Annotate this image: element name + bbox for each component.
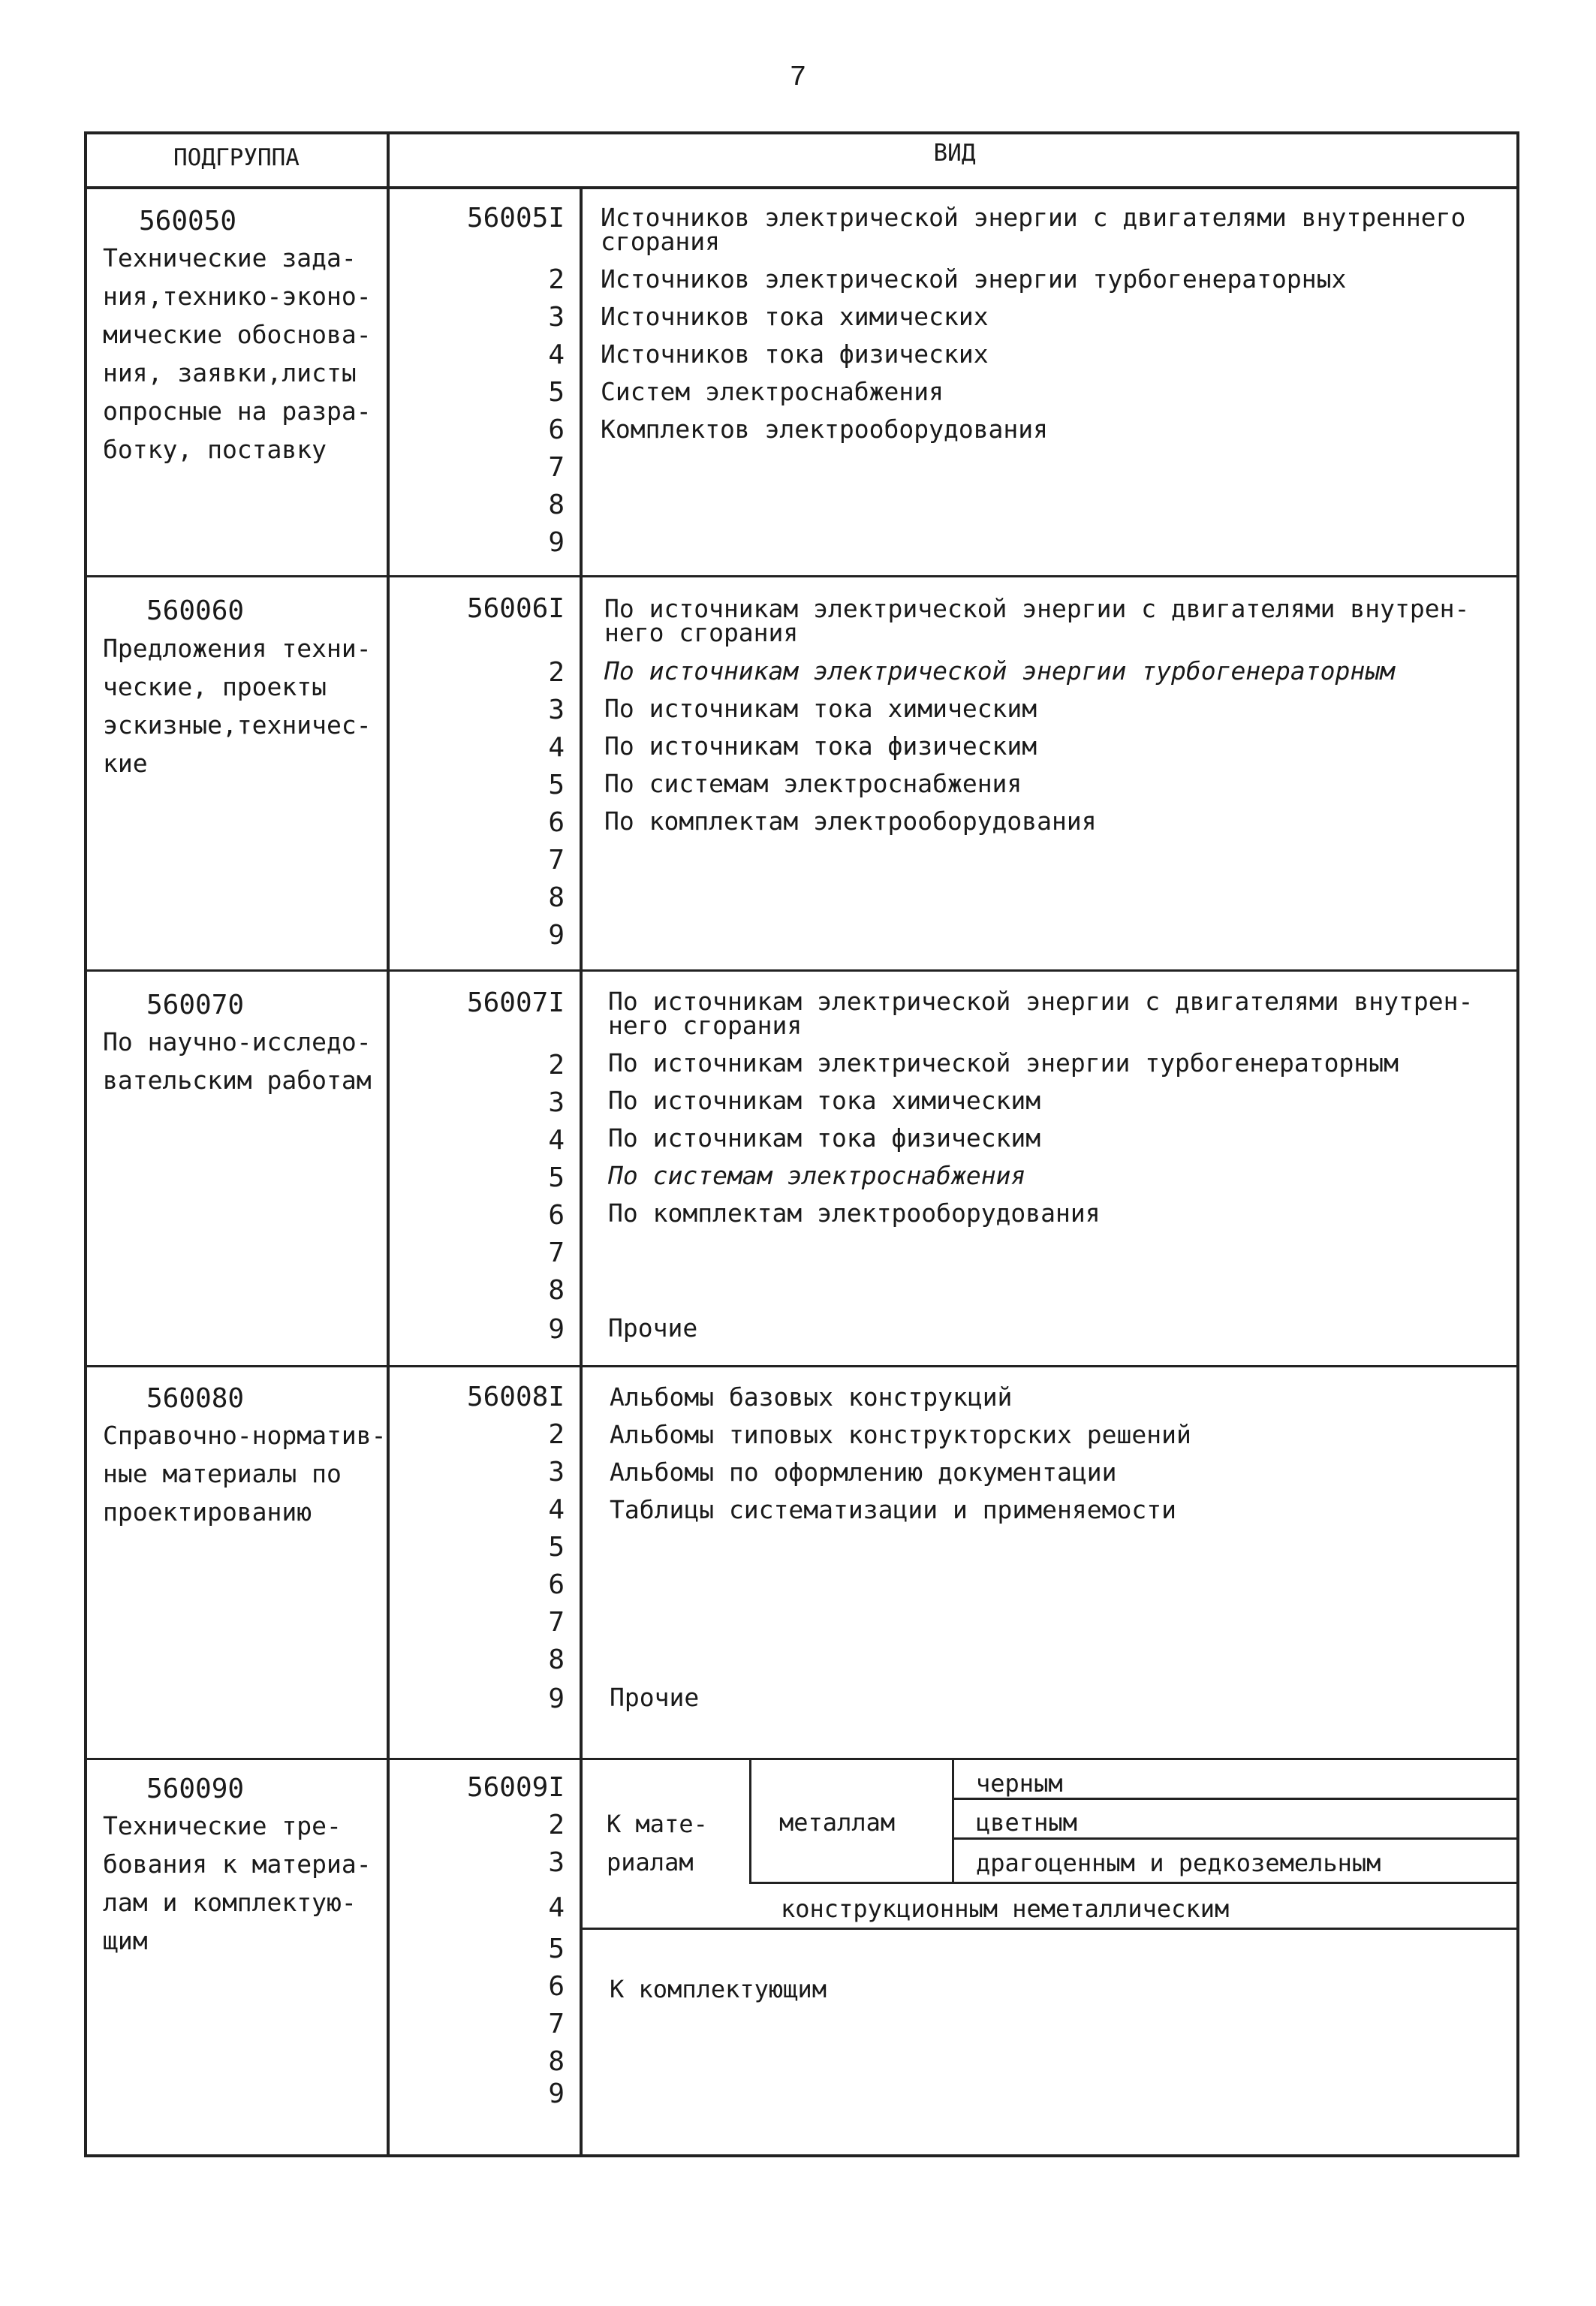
item-code: 56008I [466,1382,565,1412]
group-code: 560070 [146,990,245,1020]
item-number: 9 [548,2078,565,2109]
group-title: Предложения техни- ческие, проекты эскизные,техничес- кие [103,634,372,778]
item-number: 2 [548,657,565,688]
item-number: 5 [548,770,565,800]
type-item: Источников тока химических [601,302,989,331]
type-item: По источникам электрической энергии турбогенераторным [604,656,1395,686]
item-number: 8 [548,1275,565,1306]
item-number: 2 [548,264,565,295]
type-item: По источникам электрической энергии турбогенераторным [608,1048,1399,1078]
item-number: 6 [548,1200,565,1231]
type-item: По источникам электрической энергии с двигателями внутрен- него сгорания [604,594,1470,647]
item-number: 4 [548,1125,565,1156]
item-number: 3 [548,695,565,725]
row-divider [84,1758,1519,1760]
type-item-other: Прочие [608,1313,698,1343]
item-number: 7 [548,1607,565,1638]
item-number: 6 [548,414,565,445]
item-code: 56007I [466,987,565,1018]
type-item: По системам электроснабжения [604,769,1022,798]
item-number: 5 [548,377,565,408]
column-divider [387,131,390,2157]
item-number: 7 [548,1237,565,1268]
group-code: 560060 [146,595,245,626]
item-number: 8 [548,490,565,520]
item-number: 6 [548,1971,565,2002]
item-number: 3 [548,1087,565,1118]
type-item: Комплектов электрооборудования [601,414,1049,444]
subtable-divider [749,1759,751,1883]
subtable-divider [749,1882,1519,1884]
item-number: 9 [548,920,565,951]
row-divider [84,575,1519,577]
nonmetal-label: конструкционным неметаллическим [781,1895,1230,1923]
subtable-divider [952,1837,1519,1840]
type-item: По системам электроснабжения [608,1161,1026,1190]
item-number: 3 [548,1847,565,1878]
item-number: 8 [548,1644,565,1675]
group-title: По научно-исследо- вательским работам [103,1027,372,1095]
item-number: 5 [548,1532,565,1563]
type-item: Альбомы по оформлению документации [610,1457,1117,1487]
type-item: По комплектам электрооборудования [608,1198,1101,1228]
item-number: 5 [548,1162,565,1193]
type-item: По источникам электрической энергии с двигателями внутрен- него сгорания [608,987,1474,1040]
group-code: 560050 [139,206,237,237]
item-number: 2 [548,1419,565,1450]
metal-type: черным [976,1769,1063,1798]
header-type: ВИД [933,140,976,167]
item-number: 4 [548,339,565,370]
group-title: Технические зада- ния,технико-эконо- мические обоснова- ния, заявки,листы опросные на разра- ботку, поставку [103,243,372,464]
item-number: 4 [548,1494,565,1525]
item-number: 6 [548,1569,565,1600]
item-code: 56009I [466,1772,565,1803]
item-code: 56006I [466,593,565,624]
type-item: Альбомы типовых конструкторских решений [610,1420,1191,1449]
row-divider [84,969,1519,972]
group-title: Технические тре- бования к материа- лам и комплектую- щим [103,1811,372,1955]
item-number: 9 [548,1314,565,1345]
header-subgroup: ПОДГРУППА [173,144,300,171]
type-item: Систем электроснабжения [601,377,944,406]
type-item: По источникам тока химическим [604,694,1037,723]
item-number: 2 [548,1050,565,1081]
type-item: По источникам тока физическим [604,731,1037,761]
materials-label: К мате- риалам [607,1810,708,1876]
item-number: 3 [548,1457,565,1488]
type-item: Источников электрической энергии турбогенераторных [601,264,1347,294]
column-divider [580,188,583,2157]
subtable-divider [581,1928,1519,1930]
item-number: 7 [548,2009,565,2039]
metals-label: металлам [779,1808,896,1837]
page-number: 7 [789,62,807,94]
type-item: По источникам тока химическим [608,1086,1041,1115]
item-number: 8 [548,882,565,913]
type-item: Альбомы базовых конструкций [610,1382,1013,1412]
row-divider [84,1365,1519,1367]
item-number: 4 [548,732,565,763]
type-item: Таблицы систематизации и применяемости [610,1495,1176,1524]
item-number: 9 [548,527,565,558]
type-item: Источников электрической энергии с двигателями внутреннего сгорания [601,203,1466,256]
metal-type: цветным [976,1808,1077,1837]
item-code: 56005I [466,203,565,234]
components-label: К комплектующим [610,1975,827,2003]
item-number: 6 [548,807,565,838]
item-number: 7 [548,845,565,876]
header-divider [84,186,1519,189]
type-item: По источникам тока физическим [608,1123,1041,1153]
item-number: 8 [548,2046,565,2077]
item-number: 5 [548,1934,565,1964]
item-number: 9 [548,1684,565,1714]
subtable-divider [952,1759,954,1883]
type-item-other: Прочие [610,1683,700,1712]
metal-type: драгоценным и редкоземельным [976,1849,1381,1877]
group-code: 560090 [146,1774,245,1804]
group-title: Справочно-норматив- ные материалы по проектированию [103,1421,387,1527]
item-number: 3 [548,302,565,333]
group-code: 560080 [146,1383,245,1414]
type-item: По комплектам электрооборудования [604,806,1097,836]
subtable-divider [952,1798,1519,1800]
item-number: 7 [548,452,565,483]
item-number: 2 [548,1810,565,1840]
item-number: 4 [548,1892,565,1923]
type-item: Источников тока физических [601,339,989,369]
